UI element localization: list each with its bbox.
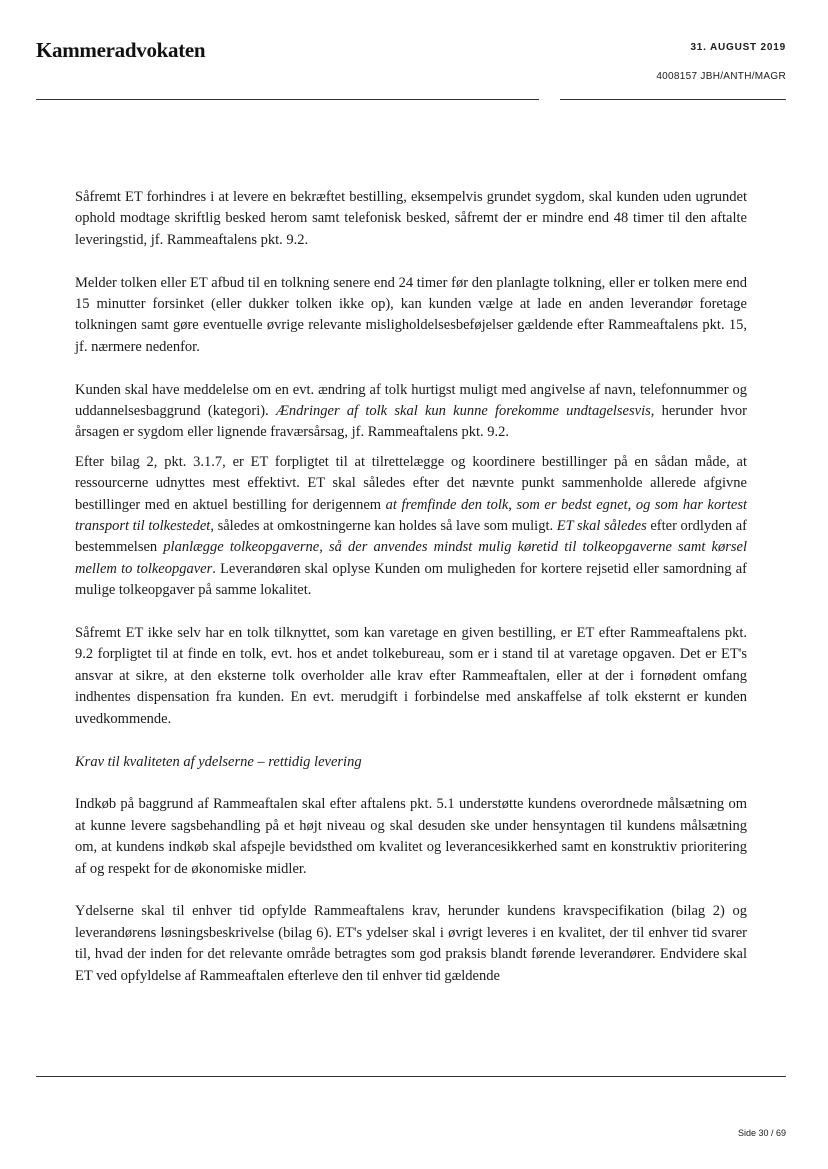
paragraph: Ydelserne skal til enhver tid opfylde Rammeaftalens krav, herunder kundens kravspecifikation (bilag 2) og leverandørens løsningsbeskrivelse (bilag 6). ET's ydelser skal i øvrigt leveres i en kvalitet, der til enhver tid svarer til, hvad der inden for det relevante område betragtes som god praksis blandt førende leverandører. Endvidere skal ET ved opfyldelse af Rammeaftalen efterleve den til enhver tid gældende [75,903,747,984]
footer-divider [36,1076,786,1077]
paragraph: Såfremt ET ikke selv har en tolk tilknyttet, som kan varetage en given bestilling, er ET efter Rammeaftalens pkt. 9.2 forpligtet til at finde en tolk, evt. hos et andet tolkebureau, som er i stand til at varetage opgaven. Det er ET's ansvar at sikre, at den eksterne tolk overholder alle krav efter Rammeaftalen, eller at der i fornødent omfang indhentes dispensation fra kunden. En evt. merudgift i forbindelse med anskaffelse af tolk eksternt er kunden uvedkommende. [75,625,747,727]
paragraph: Melder tolken eller ET afbud til en tolkning senere end 24 timer før den planlagte tolkning, eller er tolken mere end 15 minutter forsinket (eller dukker tolken ikke op), kan kunden vælge at lade en anden leverandør foretage tolkningen samt gøre eventuelle øvrige relevante misligholdelsesbeføjelser gældende efter Rammeaftalens pkt. 15, jf. nærmere nedenfor. [75,274,747,355]
paragraph: Kunden skal have meddelelse om en evt. ændring af tolk hurtigst muligt med angivelse af navn, telefonnummer og uddannelsesbaggrund (kategori). Ændringer af tolk skal kun kunne forekomme undtagelsesvis, herunder hvor årsagen er sygdom eller lignende fraværsårsag, jf. Rammeaftalens pkt. 9.2. [75,381,747,441]
document-date: 31. AUGUST 2019 [690,42,786,53]
firm-logo: Kammeradvokaten [36,38,206,62]
document-reference: 4008157 JBH/ANTH/MAGR [656,71,786,82]
header-divider-left [36,99,539,100]
paragraph: Indkøb på baggrund af Rammeaftalen skal efter aftalens pkt. 5.1 understøtte kundens overordnede målsætning om at kunne levere sagsbehandling på et højt niveau og skal desuden ske under hensyntagen til kundens målsætning om, at kundens indkøb skal afspejle bevidsthed om kvalitet og leverancesikkerhed samt en konstruktiv prioritering af og respekt for de økonomiske midler. [75,796,747,877]
page-number: Side 30 / 69 [737,1128,786,1138]
section-heading: Krav til kvaliteten af ydelserne – rettidig levering [75,753,362,770]
header-divider-right [560,99,786,100]
paragraph: Efter bilag 2, pkt. 3.1.7, er ET forpligtet til at tilrettelægge og koordinere bestillinger på en sådan måde, at ressourcerne udnyttes mest effektivt. ET skal således efter det nævnte punkt sammenholde allerede afgivne bestillinger med en aktuel bestilling for derigennem at fremfinde den tolk, som er bedst egnet, og som har kortest transport til tolkestedet, således at omkostningerne kan holdes så lave som muligt. ET skal således efter ordlyden af bestemmelsen planlægge tolkeopgaverne, så der anvendes mindst mulig køretid til tolkeopgaverne samt kørsel mellem to tolkeopgaver. Leverandøren skal oplyse Kunden om muligheden for kortere rejsetid eller samordning af mulige tolkeopgaver på samme lokalitet. [75,453,748,599]
paragraph: Såfremt ET forhindres i at levere en bekræftet bestilling, eksempelvis grundet sygdom, skal kunden uden ugrundet ophold modtage skriftlig besked herom samt telefonisk besked, såfremt der er mindre end 48 timer til den aftalte leveringstid, jf. Rammeaftalens pkt. 9.2. [75,189,747,248]
document-body [75,187,747,987]
